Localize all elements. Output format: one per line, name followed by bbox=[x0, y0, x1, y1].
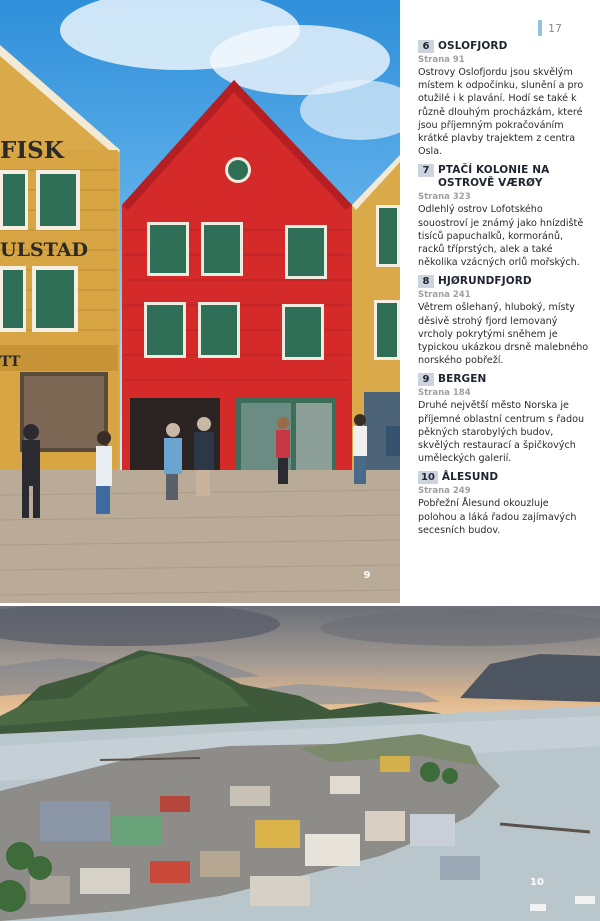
entry-bergen bbox=[418, 373, 590, 465]
highlights-list bbox=[418, 40, 590, 543]
entry-body: Druhé největší město Norska je příjemné oblastní centrum s řadou pěkných starobylých budov, skvělých restaurací a špičkových uměleckých galerií. bbox=[418, 400, 585, 465]
entry-header bbox=[418, 373, 590, 386]
entry-number-badge: 6 bbox=[418, 40, 434, 53]
entry-page-ref: Strana 249 bbox=[418, 486, 471, 497]
photo-number-10: 10 bbox=[530, 877, 544, 888]
entry-header bbox=[418, 471, 590, 484]
entry-number-badge: 7 bbox=[418, 164, 434, 177]
bergen-illustration bbox=[0, 0, 400, 603]
entry-header bbox=[418, 164, 590, 190]
page-number-text: 17 bbox=[548, 21, 562, 35]
entry-body: Ostrovy Oslofjordu jsou skvělým místem k odpočinku, slunění a pro otužilé i k plavání. Hodí se také k různě dlouhým procházkám, které jsou příjemným pokračováním krátké plavby trajektem z centra Osla. bbox=[418, 67, 584, 158]
entry-title: PTAČÍ KOLONIE NA OSTROVĚ VÆRØY bbox=[438, 164, 550, 190]
entry-page-ref: Strana 184 bbox=[418, 388, 471, 399]
entry-number-badge: 8 bbox=[418, 275, 434, 288]
entry-number-badge: 10 bbox=[418, 471, 438, 484]
entry-page-ref: Strana 91 bbox=[418, 55, 465, 65]
alesund-illustration bbox=[0, 606, 600, 921]
entry-title: OSLOFJORD bbox=[438, 40, 508, 52]
photo-number-9: 9 bbox=[363, 570, 371, 581]
entry-page-ref: Strana 241 bbox=[418, 290, 471, 301]
entry-alesund bbox=[418, 471, 590, 537]
photo-bergen bbox=[0, 0, 400, 603]
photo-alesund bbox=[0, 606, 600, 921]
page-number bbox=[538, 20, 562, 36]
page-number-marker bbox=[538, 20, 542, 36]
entry-page-ref: Strana 323 bbox=[418, 192, 471, 203]
entry-title: HJØRUNDFJORD bbox=[438, 275, 532, 288]
entry-body: Odlehlý ostrov Lofotského souostroví je známý jako hnízdiště tisíců papuchalků, kormoránů, racků tříprstých, alek a také několika vzácných orlů mořských. bbox=[418, 204, 584, 269]
entry-number-badge: 9 bbox=[418, 373, 434, 386]
entry-header bbox=[418, 275, 590, 288]
entry-oslofjord bbox=[418, 40, 590, 158]
entry-title: BERGEN bbox=[438, 373, 487, 386]
entry-title: ÅLESUND bbox=[441, 471, 499, 484]
entry-body: Pobřežní Ålesund okouzluje polohou a láká řadou zajímavých secesních budov. bbox=[418, 498, 577, 536]
svg-text:ULSTAD: ULSTAD bbox=[0, 239, 88, 261]
svg-text:TT: TT bbox=[0, 354, 21, 370]
svg-text:FISK: FISK bbox=[0, 137, 64, 164]
entry-body: Větrem ošlehaný, hluboký, místy děsivě strohý fjord lemovaný vrcholy pokrytými sněhem je typickou ukázkou drsně malebného norského pobřeží. bbox=[418, 302, 589, 367]
entry-vaeroy bbox=[418, 164, 590, 269]
entry-header bbox=[418, 40, 590, 53]
entry-hjorundfjord bbox=[418, 275, 590, 367]
